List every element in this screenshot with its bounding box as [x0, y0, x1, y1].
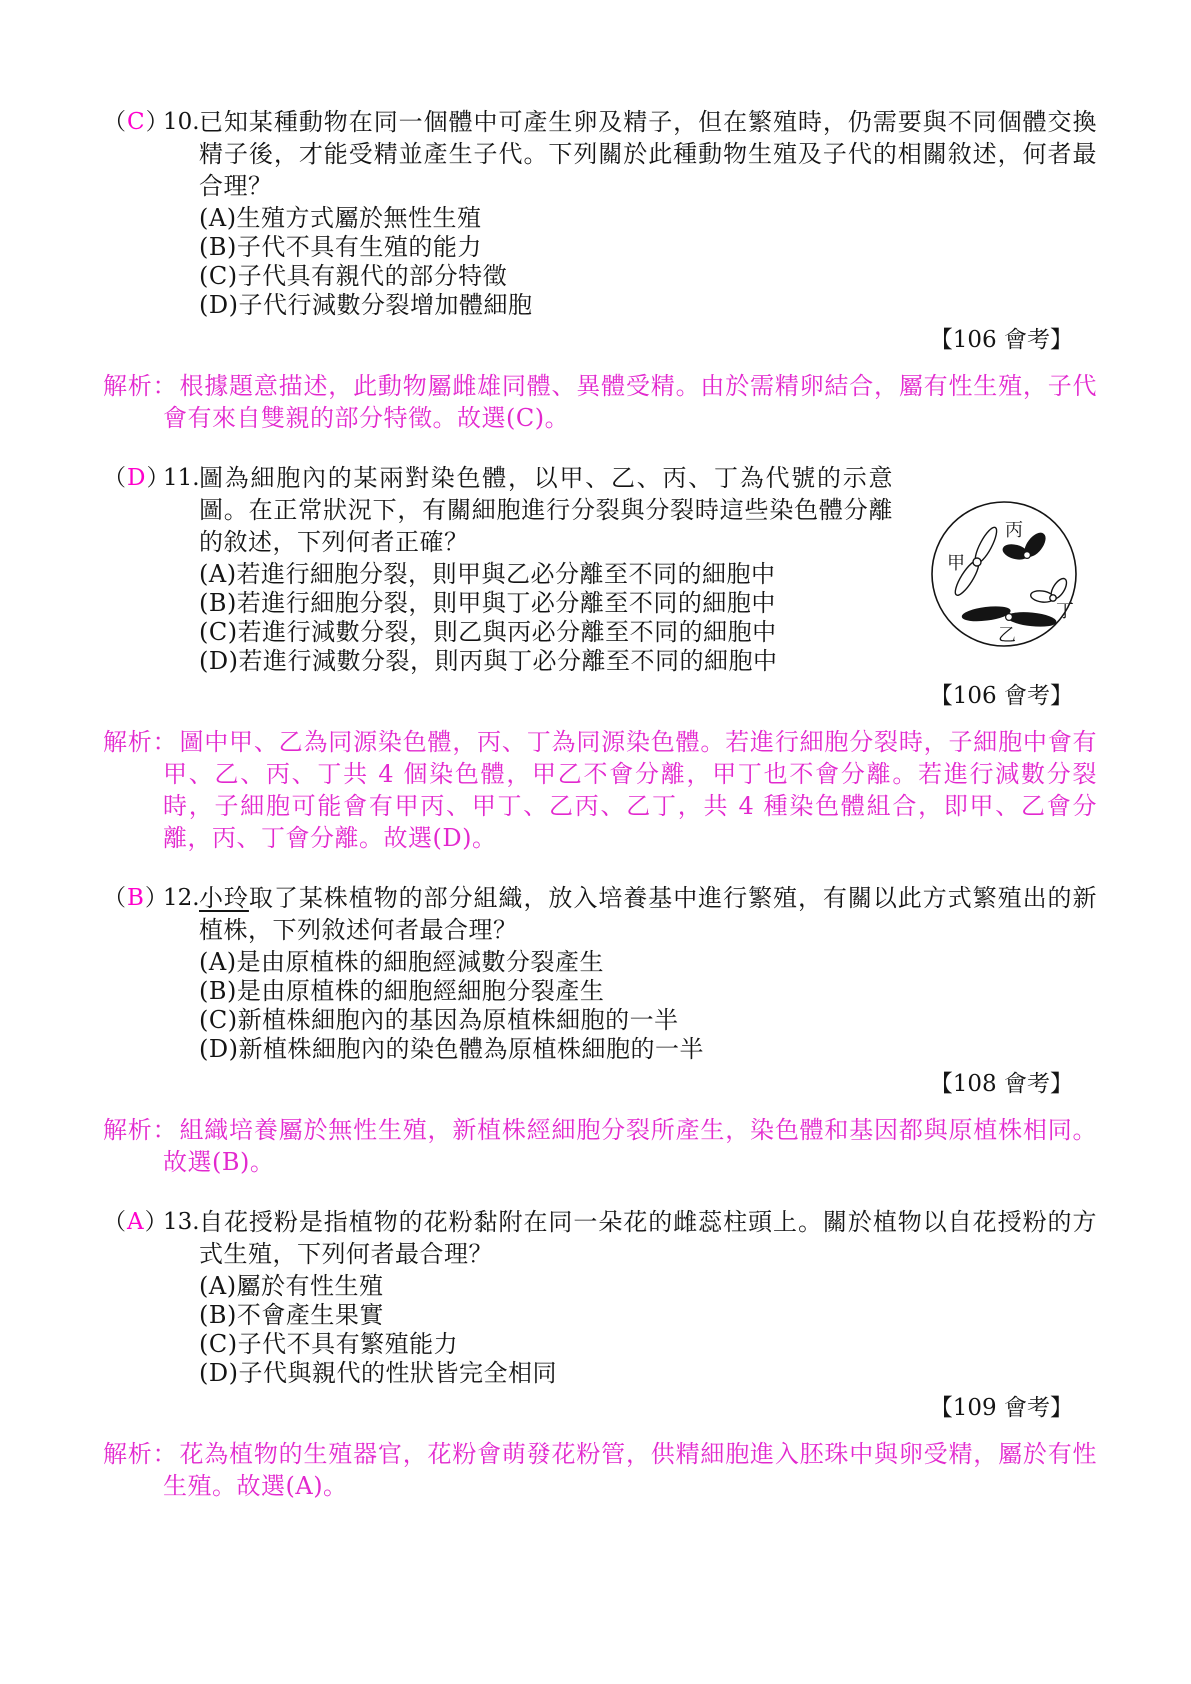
- paren-open: （: [103, 1209, 126, 1235]
- question-number: 10.: [163, 109, 200, 135]
- answer-key-11: [103, 462, 170, 494]
- option-c: (C)子代不具有繁殖能力: [199, 1330, 459, 1358]
- option-a: (A)生殖方式屬於無性生殖: [199, 204, 482, 232]
- option-a: (A)屬於有性生殖: [199, 1272, 384, 1300]
- paren-close: ）: [146, 465, 170, 491]
- label-jia: 甲: [947, 553, 965, 574]
- label-yi: 乙: [998, 625, 1016, 646]
- question-stem: 自花授粉是指植物的花粉黏附在同一朵花的雌蕊柱頭上。關於植物以自花授粉的方式生殖，下列何者最合理？: [199, 1208, 1097, 1268]
- question-12: [103, 882, 1097, 1100]
- option-d: (D)新植株細胞內的染色體為原植株細胞的一半: [199, 1035, 704, 1063]
- answer-letter: A: [127, 1209, 144, 1235]
- option-b: (B)若進行細胞分裂，則甲與丁必分離至不同的細胞中: [199, 589, 776, 617]
- option-list: [199, 204, 1097, 320]
- question-13: [103, 1206, 1097, 1424]
- answer-letter: C: [127, 109, 145, 135]
- paren-close: ）: [144, 1209, 168, 1235]
- paren-open: （: [103, 109, 126, 135]
- question-number: 13.: [163, 1209, 200, 1235]
- option-b: (B)不會產生果實: [199, 1301, 384, 1329]
- question-number: 12.: [163, 885, 200, 911]
- analysis-text: 圖中甲、乙為同源染色體，丙、丁為同源染色體。若進行細胞分裂時，子細胞中會有甲、乙、丙、丁共 4 個染色體，甲乙不會分離，甲丁也不會分離。若進行減數分裂時，子細胞可能會有甲丙、甲丁、乙丙、乙丁，共 4 種染色體組合，即甲、乙會分離，丙、丁會分離。故選(D)。: [163, 728, 1098, 852]
- question-10: [103, 106, 1097, 356]
- exam-source-tag: 【106 會考】: [929, 327, 1073, 353]
- option-a: (A)若進行細胞分裂，則甲與乙必分離至不同的細胞中: [199, 560, 776, 588]
- paren-open: （: [103, 885, 126, 911]
- analysis-text: 根據題意描述，此動物屬雌雄同體、異體受精。由於需精卵結合，屬有性生殖，子代會有來自雙親的部分特徵。故選(C)。: [163, 372, 1098, 432]
- option-c: (C)若進行減數分裂，則乙與丙必分離至不同的細胞中: [199, 618, 777, 646]
- analysis-12: [103, 1114, 1097, 1178]
- option-c: (C)子代具有親代的部分特徵: [199, 262, 508, 290]
- answer-key-10: [103, 106, 169, 138]
- analysis-13: [103, 1438, 1097, 1502]
- option-a: (A)是由原植株的細胞經減數分裂產生: [199, 948, 605, 976]
- analysis-label: 解析：: [103, 1116, 178, 1144]
- analysis-11: [103, 726, 1097, 854]
- exam-source-tag: 【109 會考】: [929, 1395, 1073, 1421]
- exam-source-tag: 【108 會考】: [929, 1071, 1073, 1097]
- answer-letter: D: [127, 465, 146, 491]
- option-b: (B)是由原植株的細胞經細胞分裂產生: [199, 977, 605, 1005]
- question-11: [103, 462, 1097, 712]
- option-d: (D)若進行減數分裂，則丙與丁必分離至不同的細胞中: [199, 647, 778, 675]
- label-ding: 丁: [1056, 601, 1074, 622]
- label-bing: 丙: [1005, 520, 1023, 541]
- answer-letter: B: [127, 885, 144, 911]
- answer-key-12: [103, 882, 168, 914]
- paren-open: （: [103, 465, 126, 491]
- question-number: 11.: [163, 465, 200, 491]
- question-stem: 已知某種動物在同一個體中可產生卵及精子，但在繁殖時，仍需要與不同個體交換精子後，才能受精並產生子代。下列關於此種動物生殖及子代的相關敘述，何者最合理？: [199, 108, 1097, 200]
- answer-key-13: [103, 1206, 168, 1238]
- option-list: [199, 948, 1097, 1064]
- option-c: (C)新植株細胞內的基因為原植株細胞的一半: [199, 1006, 679, 1034]
- analysis-label: 解析：: [103, 372, 178, 400]
- analysis-label: 解析：: [103, 1440, 178, 1468]
- option-d: (D)子代行減數分裂增加體細胞: [199, 291, 533, 319]
- cell-chromosome-diagram: [907, 476, 1097, 668]
- option-d: (D)子代與親代的性狀皆完全相同: [199, 1359, 557, 1387]
- analysis-10: [103, 370, 1097, 434]
- analysis-text: 組織培養屬於無性生殖，新植株經細胞分裂所產生，染色體和基因都與原植株相同。故選(B)。: [163, 1116, 1098, 1176]
- option-list: [199, 1272, 1097, 1388]
- exam-source-tag: 【106 會考】: [929, 683, 1073, 709]
- question-stem: [199, 882, 1097, 946]
- analysis-label: 解析：: [103, 728, 178, 756]
- stem-text: 取了某株植物的部分組織，放入培養基中進行繁殖，有關以此方式繁殖出的新植株，下列敘述何者最合理？: [199, 884, 1098, 944]
- paren-close: ）: [144, 885, 168, 911]
- underlined-name: 小玲: [199, 884, 249, 912]
- question-stem: 圖為細胞內的某兩對染色體，以甲、乙、丙、丁為代號的示意圖。在正常狀況下，有關細胞進行分裂與分裂時這些染色體分離的敘述，下列何者正確？: [199, 464, 893, 556]
- paren-close: ）: [145, 109, 169, 135]
- option-b: (B)子代不具有生殖的能力: [199, 233, 482, 261]
- analysis-text: 花為植物的生殖器官，花粉會萌發花粉管，供精細胞進入胚珠中與卵受精，屬於有性生殖。故選(A)。: [163, 1440, 1098, 1500]
